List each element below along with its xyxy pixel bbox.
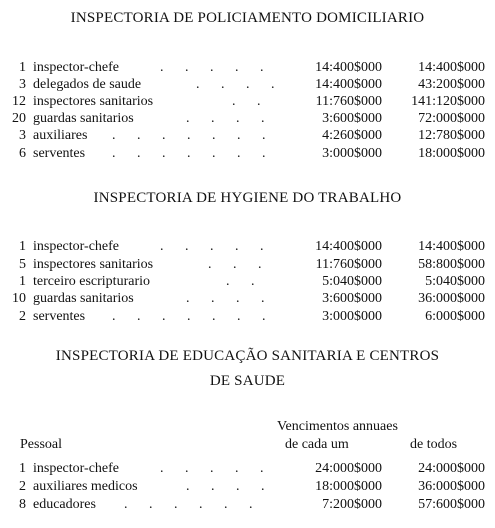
leader-dots: . .	[226, 274, 264, 289]
row-unit-value: 5:040$000	[322, 274, 382, 289]
row-label: auxiliares medicos	[33, 479, 138, 494]
table-row	[0, 110, 495, 127]
table-row	[0, 460, 495, 477]
row-unit-value: 14:400$000	[315, 239, 382, 254]
column-header-all: de todos	[410, 437, 458, 452]
leader-dots: . . . . . .	[124, 497, 262, 512]
section-title-hygiene-trabalho: INSPECTORIA DE HYGIENE DO TRABALHO	[93, 190, 402, 206]
row-label: educadores	[33, 497, 96, 512]
row-label: auxiliares	[33, 128, 88, 143]
row-qty: 1	[19, 274, 26, 289]
row-label: inspectores sanitarios	[33, 94, 154, 109]
row-label: inspector-chefe	[33, 239, 120, 254]
row-unit-value: 11:760$000	[315, 257, 382, 272]
row-total-value: 72:000$000	[418, 111, 485, 126]
leader-dots: . . . . .	[160, 461, 273, 476]
row-qty: 12	[12, 94, 26, 109]
row-label: serventes	[33, 146, 86, 161]
row-unit-value: 4:260$000	[322, 128, 382, 143]
leader-dots: . . . . .	[160, 239, 273, 254]
table-row	[0, 59, 495, 76]
column-header-pessoal: Pessoal	[20, 437, 62, 452]
section-title-educacao-sanitaria: INSPECTORIA DE EDUCAÇÃO SANITARIA E CENTROS	[55, 348, 440, 364]
row-total-value: 24:000$000	[418, 461, 485, 476]
row-qty: 1	[19, 461, 26, 476]
row-unit-value: 14:400$000	[315, 77, 382, 92]
row-label: guardas sanitarios	[33, 291, 134, 306]
row-unit-value: 7:200$000	[322, 497, 382, 512]
row-total-value: 5:040$000	[425, 274, 485, 289]
row-label: terceiro escripturario	[33, 274, 150, 289]
row-total-value: 36:000$000	[418, 291, 485, 306]
leader-dots: . . .	[208, 257, 271, 272]
leader-dots: . .	[232, 94, 270, 109]
leader-dots: . . . .	[186, 291, 274, 306]
row-qty: 3	[19, 77, 26, 92]
leader-dots: . . . . . . .	[112, 309, 275, 324]
row-label: guardas sanitarios	[33, 111, 134, 126]
row-label: serventes	[33, 309, 86, 324]
row-qty: 10	[12, 291, 26, 306]
row-total-value: 36:000$000	[418, 479, 485, 494]
table-row	[0, 478, 495, 495]
row-unit-value: 11:760$000	[315, 94, 382, 109]
row-qty: 6	[19, 146, 26, 161]
leader-dots: . . . .	[186, 479, 274, 494]
table-row	[0, 145, 495, 162]
row-qty: 3	[19, 128, 26, 143]
row-unit-value: 24:000$000	[315, 461, 382, 476]
row-label: delegados de saude	[33, 77, 142, 92]
row-unit-value: 3:600$000	[322, 291, 382, 306]
section-title-educacao-sanitaria-cont: DE SAUDE	[209, 373, 286, 389]
table-row	[0, 273, 495, 290]
table-row	[0, 308, 495, 325]
row-total-value: 14:400$000	[418, 239, 485, 254]
row-qty: 2	[19, 479, 26, 494]
leader-dots: . . . . . . .	[112, 128, 275, 143]
table-row	[0, 496, 495, 513]
row-qty: 8	[19, 497, 26, 512]
row-total-value: 57:600$000	[418, 497, 485, 512]
row-unit-value: 14:400$000	[315, 60, 382, 75]
column-group-header: Vencimentos annuaes	[277, 419, 398, 434]
row-label: inspector-chefe	[33, 461, 120, 476]
row-unit-value: 3:000$000	[322, 309, 382, 324]
row-qty: 2	[19, 309, 26, 324]
section-title-policiamento: INSPECTORIA DE POLICIAMENTO DOMICILIARIO	[70, 10, 425, 26]
table-row	[0, 93, 495, 110]
table-row	[0, 76, 495, 93]
row-qty: 20	[12, 111, 26, 126]
leader-dots: . . . .	[196, 77, 284, 92]
row-total-value: 18:000$000	[418, 146, 485, 161]
leader-dots: . . . . .	[160, 60, 273, 75]
row-total-value: 141:120$000	[411, 94, 485, 109]
row-unit-value: 18:000$000	[315, 479, 382, 494]
row-unit-value: 3:000$000	[322, 146, 382, 161]
leader-dots: . . . .	[186, 111, 274, 126]
table-row	[0, 238, 495, 255]
table-row	[0, 256, 495, 273]
row-total-value: 43:200$000	[418, 77, 485, 92]
row-qty: 5	[19, 257, 26, 272]
row-label: inspectores sanitarios	[33, 257, 154, 272]
row-total-value: 6:000$000	[425, 309, 485, 324]
row-label: inspector-chefe	[33, 60, 120, 75]
row-qty: 1	[19, 239, 26, 254]
row-total-value: 14:400$000	[418, 60, 485, 75]
row-total-value: 58:800$000	[418, 257, 485, 272]
column-header-each: de cada um	[285, 437, 349, 452]
table-row	[0, 290, 495, 307]
row-qty: 1	[19, 60, 26, 75]
row-total-value: 12:780$000	[418, 128, 485, 143]
table-row	[0, 127, 495, 144]
row-unit-value: 3:600$000	[322, 111, 382, 126]
leader-dots: . . . . . . .	[112, 146, 275, 161]
